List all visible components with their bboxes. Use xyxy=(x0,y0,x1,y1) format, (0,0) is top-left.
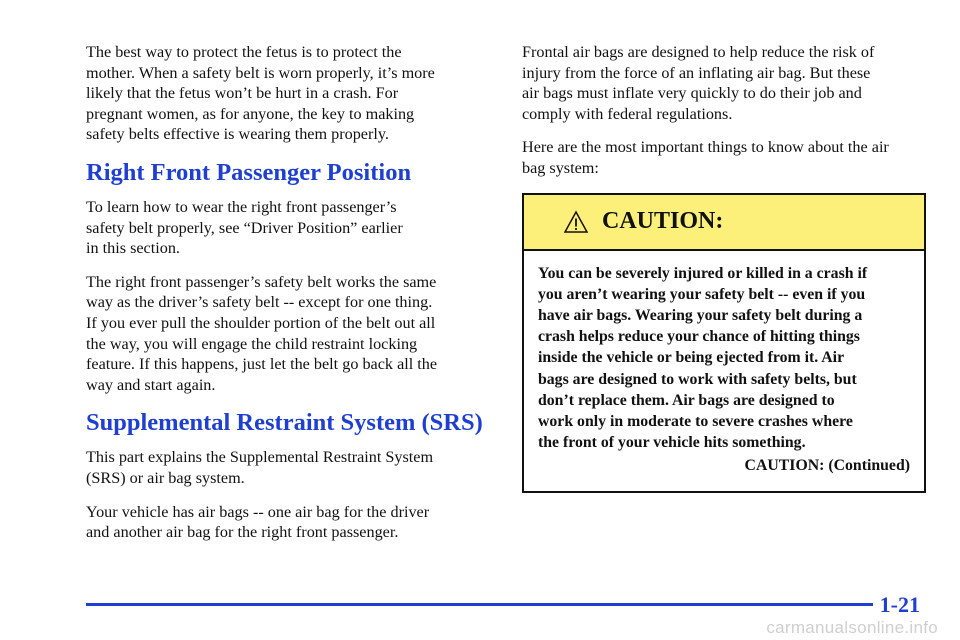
caution-continued: CAUTION: (Continued) xyxy=(744,457,910,475)
caution-text: You can be severely injured or killed in a crash if you aren’t wearing your safety belt -- even if you have air bags. Wearing your safety belt during a crash helps reduce your chance of hitting things inside the vehicle or being ejected from it. Air bags are designed to work with safety belts, but don’t replace them. Air bags are designed to work only in moderate to severe crashes where the front of your vehicle hits something. xyxy=(538,264,868,452)
heading-srs: Supplemental Restraint System (SRS) xyxy=(86,409,483,437)
frontal-airbag-paragraph: Frontal air bags are designed to help reduce the risk of injury from the force of an inflating air bag. But these air bags must inflate very quickly to do their job and comply with federal regulations. xyxy=(522,43,875,123)
passenger-paragraph-2: The right front passenger’s safety belt works the same way as the driver’s safety belt -- except for one thing. If you ever pull the shoulder portion of the belt out all the way, you will engage the child restraint locking feature. If this happens, just let the belt go back all the way and start again. xyxy=(86,272,438,394)
srs-paragraph-2: Your vehicle has air bags -- one air bag for the driver and another air bag for the right front passenger. xyxy=(86,502,430,542)
srs-paragraph-1: This part explains the Supplemental Restraint System (SRS) or air bag system. xyxy=(86,448,434,487)
important-things-paragraph: Here are the most important things to know about the air bag system: xyxy=(522,138,889,177)
warning-triangle-icon xyxy=(564,210,588,234)
left-column xyxy=(86,42,496,556)
footer-rule xyxy=(86,603,873,606)
caution-box xyxy=(522,193,926,493)
right-column xyxy=(522,42,930,493)
heading-right-front-passenger: Right Front Passenger Position xyxy=(86,158,412,186)
watermark: carmanualsonline.info xyxy=(766,618,938,637)
caution-title: CAUTION: xyxy=(602,208,724,235)
page-number: 1-21 xyxy=(879,592,920,617)
caution-body xyxy=(524,251,924,477)
passenger-paragraph-1: To learn how to wear the right front passenger’s safety belt properly, see “Driver Position” earlier in this section. xyxy=(86,197,403,258)
caution-header xyxy=(524,195,924,251)
intro-paragraph: The best way to protect the fetus is to protect the mother. When a safety belt is worn properly, it’s more likely that the fetus won’t be hurt in a crash. For pregnant women, as for anyone, the key to making safety belts effective is wearing them properly. xyxy=(86,43,435,144)
